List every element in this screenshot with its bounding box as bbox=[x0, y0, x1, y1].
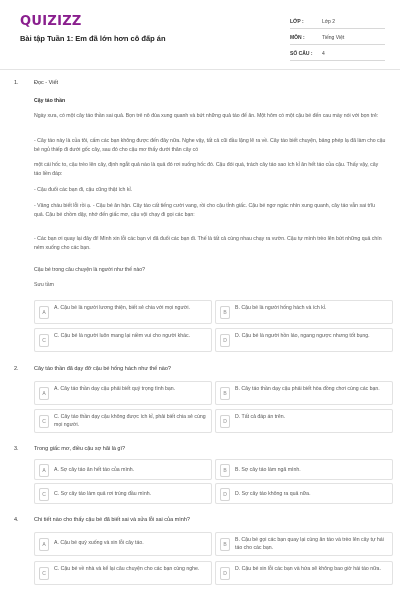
option-letter: A bbox=[39, 387, 49, 400]
option-text: C. Cậu bé là người luôn mang lại niềm vui cho người khác. bbox=[54, 333, 191, 339]
option-letter: D bbox=[220, 334, 230, 347]
option-text: C. Cây táo thần dạy cậu không được ích kỉ, phải biết chia sẻ cùng mọi người. bbox=[54, 414, 206, 428]
story-paragraph: - Cậu đuổi các bạn đi, cậu cũng thật ích kỉ. bbox=[34, 187, 133, 193]
answer-option-a[interactable] bbox=[34, 381, 212, 405]
header-divider bbox=[0, 69, 400, 70]
option-letter: C bbox=[39, 415, 49, 428]
option-text: A. Sợ cây táo ăn hết táo của mình. bbox=[54, 467, 135, 473]
question-text: Trong giấc mơ, điều cậu sợ hãi là gì? bbox=[34, 446, 126, 452]
quizizz-logo: QUIZIZZ bbox=[20, 14, 82, 29]
question-text: Chi tiết nào cho thấy cậu bé đã biết sai và sửa lỗi sai của mình? bbox=[34, 517, 190, 523]
option-letter: C bbox=[39, 567, 49, 580]
question-2 bbox=[14, 366, 386, 436]
answer-option-c[interactable] bbox=[34, 328, 212, 352]
question-number: 3. bbox=[14, 446, 19, 452]
meta-row-subject bbox=[290, 29, 385, 45]
meta-row-count bbox=[290, 45, 385, 61]
option-text: B. Cậu bé gọi các bạn quay lại cùng ăn táo và trèo lên cây tự hái táo cho các bạn. bbox=[235, 537, 384, 551]
option-text: D. Cậu bé xin lỗi các bạn và hứa sẽ không bao giờ hái táo nữa. bbox=[235, 566, 381, 572]
worksheet-meta bbox=[290, 13, 385, 61]
option-letter: B bbox=[220, 306, 230, 319]
answer-option-b[interactable] bbox=[215, 300, 393, 324]
meta-row-class bbox=[290, 13, 385, 29]
option-letter: A bbox=[39, 306, 49, 319]
option-letter: B bbox=[220, 464, 230, 477]
answer-option-c[interactable] bbox=[34, 483, 212, 504]
option-text: A. Cậu bé là người lương thiện, biết sẻ chia với mọi người. bbox=[54, 305, 190, 311]
answer-option-d[interactable] bbox=[215, 483, 393, 504]
answer-option-b[interactable] bbox=[215, 381, 393, 405]
question-text: Cây táo thần đã dạy đỡ cậu bé hống hách như thế nào? bbox=[34, 366, 171, 372]
meta-key: MÔN : bbox=[290, 35, 305, 41]
meta-key: SỐ CÂU : bbox=[290, 51, 313, 57]
worksheet-header bbox=[0, 0, 400, 72]
question-number: 2. bbox=[14, 366, 19, 372]
answer-option-c[interactable] bbox=[34, 561, 212, 585]
option-text: A. Cây táo thần dạy cậu phải biết quý trọng tình bạn. bbox=[54, 386, 176, 392]
option-text: B. Cậu bé là người hống hách và ích kỉ. bbox=[235, 305, 327, 311]
worksheet-title: Bài tập Tuần 1: Em đã lớn hơn cô đấp án bbox=[20, 34, 166, 43]
option-text: A. Cậu bé quỳ xuống và xin lỗi cây táo. bbox=[54, 540, 144, 546]
meta-value: Tiếng Việt bbox=[322, 35, 345, 41]
option-text: B. Sợ cây táo làm ngã mình. bbox=[235, 467, 301, 473]
story-title: Cậy táo thần bbox=[34, 98, 66, 104]
question-label: Đọc - Viết bbox=[34, 80, 59, 86]
option-letter: D bbox=[220, 567, 230, 580]
option-text: D. Cậu bé là người hồn láo, ngang ngược nhưng tốt bụng. bbox=[235, 333, 370, 339]
option-letter: A bbox=[39, 538, 49, 551]
answer-option-b[interactable] bbox=[215, 532, 393, 556]
question-3 bbox=[14, 446, 386, 508]
answer-option-d[interactable] bbox=[215, 561, 393, 585]
answer-option-d[interactable] bbox=[215, 328, 393, 352]
answer-option-d[interactable] bbox=[215, 409, 393, 433]
story-paragraph: - Vâng cháu biết lỗi rồi ạ. - Cậu bé ân hận. Cây táo cất tiếng cười vang, rồi cho cậu tỉnh giấc. Cậu bé ngơ ngác nhìn xung quanh, cây táo vẫn sai trĩu quả. Cậu bé chồm dậy, nhớ đến giấc mơ, cậu vội chạy đi gọi các bạn: bbox=[34, 203, 376, 218]
meta-key: LỚP : bbox=[290, 19, 304, 25]
option-letter: C bbox=[39, 334, 49, 347]
option-text: C. Cậu bé về nhà và kể lại câu chuyện cho các bạn cùng nghe. bbox=[54, 566, 200, 572]
story-source: Sưu tầm bbox=[34, 282, 54, 288]
option-text: B. Cây táo thần dạy cậu phải biết hòa đồng chơi cùng các bạn. bbox=[235, 386, 380, 392]
story-paragraph: - Các bạn ơi quay lại đây đi! Mình xin lỗi các bạn vì đã đuổi các bạn đi. Thế là tất cả cùng nhau chạy ra vườn. Cậu tự mình trèo lên bứt những quả chín ném xuống cho các bạn. bbox=[34, 236, 382, 251]
story-paragraph: một cái hốc to, cậu trèo lên cây, định ngắt quả nào là quả đó rơi xuống hốc đó. Cậu đói quá, trách cây táo sao ích kỉ ăn hết táo của cậu. Thấy vậy, cây táo liền đáp: bbox=[34, 162, 379, 177]
option-text: D. Tất cả đáp án trên. bbox=[235, 414, 286, 420]
question-4 bbox=[14, 517, 386, 592]
option-letter: D bbox=[220, 415, 230, 428]
answer-option-b[interactable] bbox=[215, 459, 393, 480]
option-text: C. Sợ cây táo làm quả rơi trúng đầu mình. bbox=[54, 491, 152, 497]
story-paragraph: Ngày xưa, có một cây táo thần sai quả. Bọn trẻ nô đùa xung quanh và bứt những quả táo để ăn. Một hôm có một cậu bé đến cau mày nói với bọn trẻ: bbox=[34, 113, 379, 119]
answer-option-a[interactable] bbox=[34, 459, 212, 480]
answer-option-c[interactable] bbox=[34, 409, 212, 433]
question-number: 1. bbox=[14, 80, 19, 86]
option-letter: C bbox=[39, 488, 49, 501]
option-letter: A bbox=[39, 464, 49, 477]
answer-option-a[interactable] bbox=[34, 532, 212, 556]
option-letter: B bbox=[220, 538, 230, 551]
meta-value: 4 bbox=[322, 51, 325, 57]
option-letter: D bbox=[220, 488, 230, 501]
option-letter: B bbox=[220, 387, 230, 400]
question-number: 4. bbox=[14, 517, 19, 523]
story-paragraph: - Cây táo này là của tôi, cấm các bạn không được đến đây nữa. Nghe vậy, tất cả cũi đầu lặng lẽ ra về. Cây táo biết chuyện, bảng phép lạ đã làm cho cậu bé ngủ thiếp đi dưới gốc cây, sau đó cho cậu mơ thấy dưới thân cây có bbox=[34, 138, 386, 153]
question-1 bbox=[14, 80, 386, 360]
option-text: D. Sợ cây táo không ra quả nữa. bbox=[235, 491, 311, 497]
answer-option-a[interactable] bbox=[34, 300, 212, 324]
question-text: Cậu bé trong câu chuyện là người như thế nào? bbox=[34, 267, 146, 273]
meta-value: Lớp 2 bbox=[322, 19, 336, 25]
